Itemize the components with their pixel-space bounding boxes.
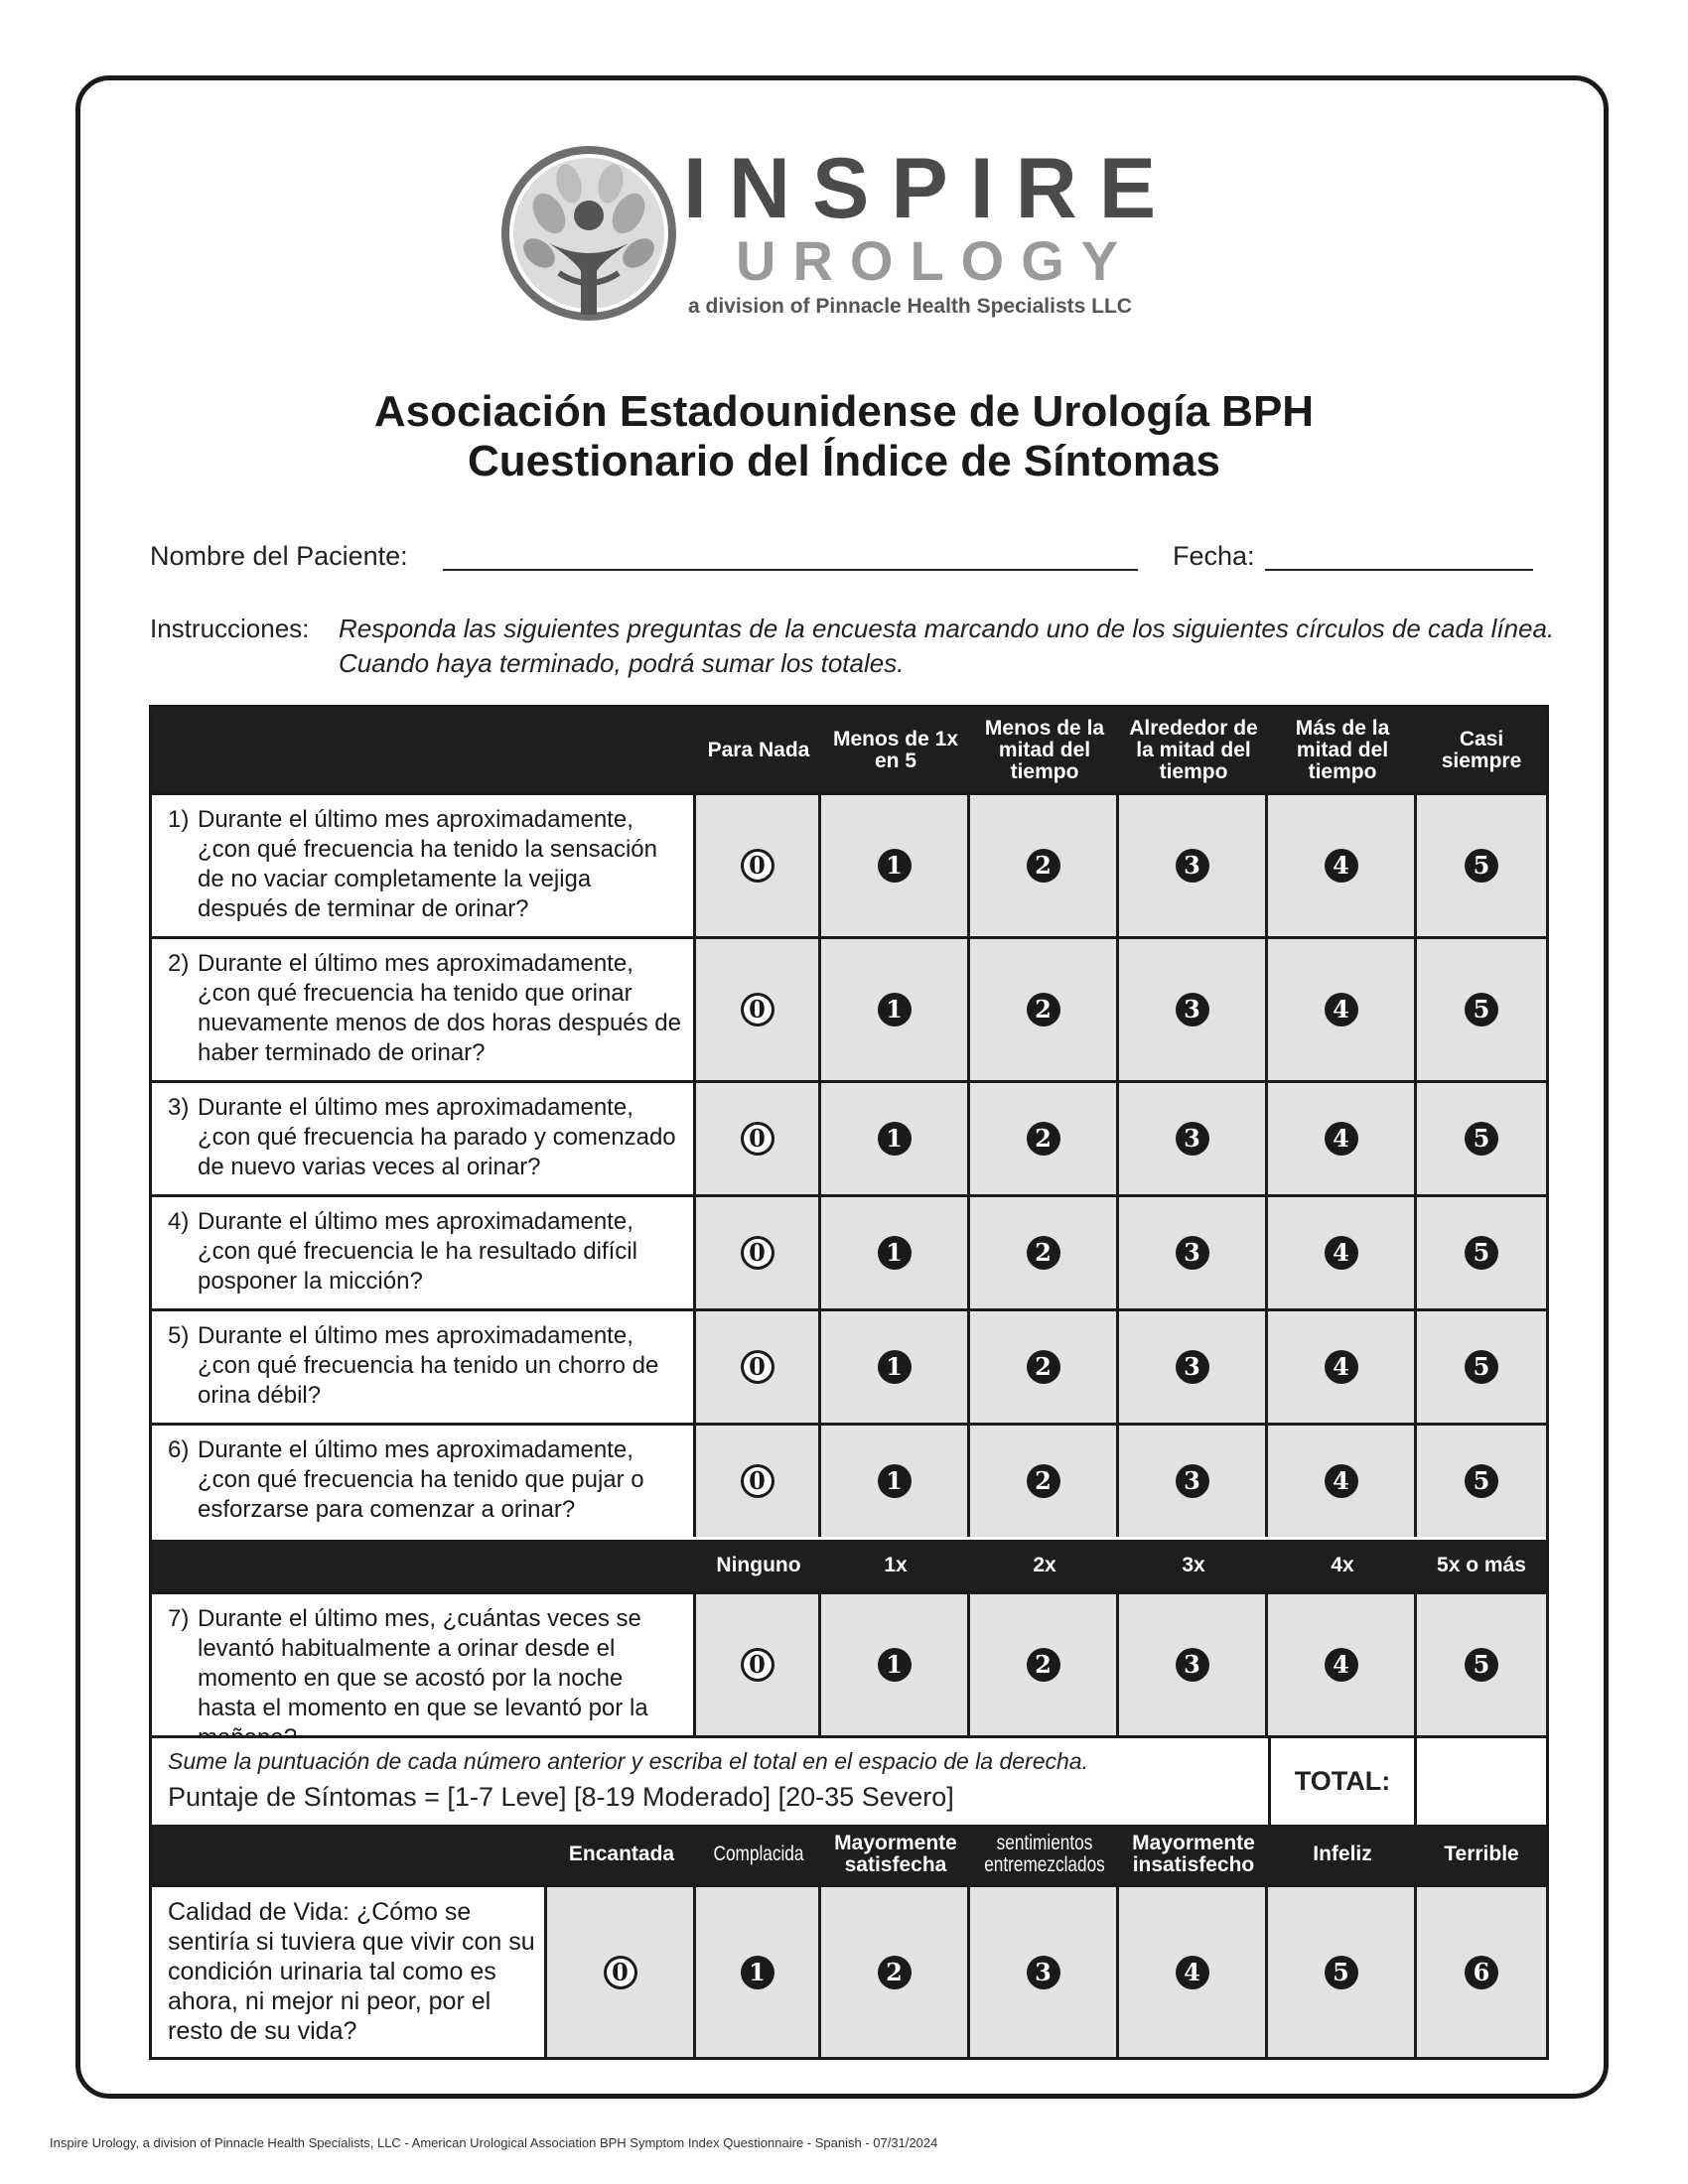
question-3-row-option-1[interactable]	[821, 1083, 970, 1194]
question-2-row-option-2[interactable]	[970, 939, 1119, 1080]
header3-col-1: Encantada	[568, 1843, 675, 1865]
header2-col-5: 4x	[1331, 1554, 1354, 1576]
score-5-bubble[interactable]: 5	[1465, 1350, 1498, 1384]
question-text: Durante el último mes aproximadamente, ¿con qué frecuencia ha tenido un chorro de orina débil?	[198, 1322, 659, 1409]
score-2-bubble[interactable]: 2	[1027, 1350, 1060, 1384]
score-0-bubble[interactable]: 0	[604, 1956, 637, 1989]
question-7-row-option-4[interactable]	[1268, 1594, 1417, 1735]
question-3-row-option-2[interactable]	[970, 1083, 1119, 1194]
patient-name-label: Nombre del Paciente:	[150, 541, 408, 571]
quality-of-life-row	[152, 1884, 1546, 2057]
question-number: 1)	[168, 806, 190, 833]
header2-col-3: 2x	[1033, 1554, 1056, 1576]
score-4-bubble[interactable]: 4	[1325, 993, 1358, 1026]
score-1-bubble[interactable]: 1	[878, 1236, 912, 1270]
question-5-row-text	[152, 1311, 696, 1423]
score-1-bubble[interactable]: 1	[878, 1122, 912, 1156]
header2-col-2: 1x	[884, 1554, 908, 1576]
question-6-row-option-2[interactable]	[970, 1426, 1119, 1537]
score-3-bubble[interactable]: 3	[1176, 1122, 1209, 1156]
tree-logo-icon	[499, 144, 678, 323]
score-3-bubble[interactable]: 3	[1176, 1236, 1209, 1270]
question-4-row-text	[152, 1197, 696, 1308]
header2-col-4: 3x	[1182, 1554, 1205, 1576]
header1	[152, 708, 1546, 792]
header3-col-6: Infeliz	[1313, 1843, 1372, 1865]
question-6-row-option-0[interactable]	[696, 1426, 821, 1537]
brand-urology: UROLOGY	[736, 229, 1136, 292]
question-5-row-option-2[interactable]	[970, 1311, 1119, 1423]
instructions-text: Responda las siguientes preguntas de la encuesta marcando uno de los siguientes círculos de cada línea. Cuando haya terminado, podrá sumar los totales.	[339, 614, 1555, 678]
score-5-bubble[interactable]: 5	[1465, 1648, 1498, 1682]
score-4-bubble[interactable]: 4	[1325, 1236, 1358, 1270]
score-5-bubble[interactable]: 5	[1465, 849, 1498, 883]
date-field[interactable]	[1265, 569, 1533, 571]
symptom-score-scale: Puntaje de Síntomas = [1-7 Leve] [8-19 Moderado] [20-35 Severo]	[168, 1782, 954, 1812]
question-7-row-option-1[interactable]	[821, 1594, 970, 1735]
header1-col-2: Menos de 1x en 5	[832, 727, 959, 772]
question-number: 3)	[168, 1094, 190, 1121]
score-2-bubble[interactable]: 2	[878, 1956, 912, 1989]
score-1-bubble[interactable]: 1	[878, 993, 912, 1026]
score-2-bubble[interactable]: 2	[1027, 993, 1060, 1026]
score-4-bubble[interactable]: 4	[1325, 1122, 1358, 1156]
question-2-row-option-5[interactable]	[1417, 939, 1546, 1080]
question-7-row	[152, 1591, 1546, 1735]
header1-col-1: Para Nada	[707, 738, 810, 761]
question-6-row-text	[152, 1426, 696, 1537]
score-3-bubble[interactable]: 3	[1176, 1464, 1209, 1498]
question-4-row-option-2[interactable]	[970, 1197, 1119, 1308]
header1-col-3: Menos de la mitad del tiempo	[984, 716, 1105, 783]
symptom-index-table	[149, 705, 1549, 2060]
score-0-bubble[interactable]: 0	[741, 1464, 774, 1498]
score-3-bubble[interactable]: 3	[1176, 1350, 1209, 1384]
question-2-row-option-4[interactable]	[1268, 939, 1417, 1080]
question-4-row-option-4[interactable]	[1268, 1197, 1417, 1308]
score-4-bubble[interactable]: 4	[1176, 1956, 1209, 1989]
question-text: Durante el último mes aproximadamente, ¿con qué frecuencia le ha resultado difícil posponer la micción?	[198, 1208, 637, 1295]
question-7-row-option-5[interactable]	[1417, 1594, 1546, 1735]
score-3-bubble[interactable]: 3	[1027, 1956, 1060, 1989]
instructions-label: Instrucciones:	[150, 614, 310, 643]
question-6-row-option-3[interactable]	[1119, 1426, 1268, 1537]
question-1-row-option-5[interactable]	[1417, 795, 1546, 936]
score-0-bubble[interactable]: 0	[741, 1122, 774, 1156]
quality-of-life-row-option-3[interactable]	[970, 1887, 1119, 2057]
question-7-row-option-2[interactable]	[970, 1594, 1119, 1735]
patient-name-field[interactable]	[443, 569, 1138, 571]
header1-col-6: Casi siempre	[1441, 727, 1522, 772]
total-row	[152, 1735, 1546, 1825]
question-text: Durante el último mes, ¿cuántas veces se levantó habitualmente a orinar desde el momento en que se acostó por la noche hasta el momento en que se levantó por la	[198, 1605, 648, 1721]
header3-col-4: sentimientos entremezclados	[984, 1832, 1105, 1876]
score-0-bubble[interactable]: 0	[741, 849, 774, 883]
score-0-bubble[interactable]: 0	[741, 993, 774, 1026]
question-3-row-text	[152, 1083, 696, 1194]
score-6-bubble[interactable]: 6	[1465, 1956, 1498, 1989]
header2-col-6: 5x o más	[1437, 1554, 1526, 1576]
question-4-row-option-3[interactable]	[1119, 1197, 1268, 1308]
score-0-bubble[interactable]: 0	[741, 1350, 774, 1384]
score-4-bubble[interactable]: 4	[1325, 849, 1358, 883]
question-6-row-option-1[interactable]	[821, 1426, 970, 1537]
quality-of-life-row-option-0[interactable]	[547, 1887, 696, 2057]
question-6-row	[152, 1423, 1546, 1537]
question-1-row-option-0[interactable]	[696, 795, 821, 936]
question-text: Calidad de Vida: ¿Cómo se sentiría si tuviera que vivir con su condición urinaria tal como es ahora, ni mejor ni peor, por el resto de su vida?	[168, 1898, 535, 2045]
header3-col-7: Terrible	[1444, 1843, 1519, 1865]
page-title-line1: Asociación Estadounidense de Urología BPH	[373, 387, 1315, 436]
question-4-row	[152, 1194, 1546, 1308]
score-5-bubble[interactable]: 5	[1325, 1956, 1358, 1989]
question-number: 5)	[168, 1322, 190, 1349]
quality-of-life-row-option-5[interactable]	[1268, 1887, 1417, 2057]
question-4-row-option-5[interactable]	[1417, 1197, 1546, 1308]
score-5-bubble[interactable]: 5	[1465, 1236, 1498, 1270]
question-number: 2)	[168, 950, 190, 977]
question-3-row-option-3[interactable]	[1119, 1083, 1268, 1194]
question-1-row-option-3[interactable]	[1119, 795, 1268, 936]
question-5-row-option-0[interactable]	[696, 1311, 821, 1423]
score-1-bubble[interactable]: 1	[878, 849, 912, 883]
question-3-row-option-0[interactable]	[696, 1083, 821, 1194]
score-2-bubble[interactable]: 2	[1027, 849, 1060, 883]
question-text: Durante el último mes aproximadamente, ¿con qué frecuencia ha tenido que orinar nuevamente menos de dos horas después de haber terminado de orinar?	[198, 950, 681, 1066]
question-5-row-option-4[interactable]	[1268, 1311, 1417, 1423]
score-2-bubble[interactable]: 2	[1027, 1648, 1060, 1682]
score-4-bubble[interactable]: 4	[1325, 1350, 1358, 1384]
total-input-box[interactable]	[1417, 1738, 1546, 1825]
brand-inspire: INSPIRE	[683, 141, 1179, 236]
question-7-row-option-0[interactable]	[696, 1594, 821, 1735]
question-5-row-option-5[interactable]	[1417, 1311, 1546, 1423]
question-2-row	[152, 936, 1546, 1080]
score-4-bubble[interactable]: 4	[1325, 1648, 1358, 1682]
header2	[152, 1540, 1546, 1591]
question-5-row-option-3[interactable]	[1119, 1311, 1268, 1423]
question-2-row-option-0[interactable]	[696, 939, 821, 1080]
quality-of-life-row-option-4[interactable]	[1119, 1887, 1268, 2057]
question-1-row-option-2[interactable]	[970, 795, 1119, 936]
question-2-row-option-3[interactable]	[1119, 939, 1268, 1080]
quality-of-life-row-option-1[interactable]	[696, 1887, 821, 2057]
question-number: 4)	[168, 1208, 190, 1235]
score-5-bubble[interactable]: 5	[1465, 1464, 1498, 1498]
header3-col-2: Complacida	[713, 1843, 804, 1865]
question-1-row	[152, 792, 1546, 936]
score-2-bubble[interactable]: 2	[1027, 1122, 1060, 1156]
question-text: Durante el último mes aproximadamente, ¿con qué frecuencia ha tenido la sensación de no vaciar completamente la vejiga después de terminar de orinar?	[198, 806, 657, 922]
question-5-row-option-1[interactable]	[821, 1311, 970, 1423]
header2-col-1: Ninguno	[716, 1554, 801, 1576]
score-3-bubble[interactable]: 3	[1176, 993, 1209, 1026]
score-1-bubble[interactable]: 1	[878, 1464, 912, 1498]
score-5-bubble[interactable]: 5	[1465, 993, 1498, 1026]
inspire-urology-logo	[499, 141, 1195, 333]
quality-of-life-row-option-6[interactable]	[1417, 1887, 1546, 2057]
question-3-row-option-4[interactable]	[1268, 1083, 1417, 1194]
question-2-row-option-1[interactable]	[821, 939, 970, 1080]
score-2-bubble[interactable]: 2	[1027, 1236, 1060, 1270]
score-1-bubble[interactable]: 1	[878, 1648, 912, 1682]
brand-division: a division of Pinnacle Health Specialists LLC	[688, 295, 1132, 318]
score-0-bubble[interactable]: 0	[741, 1236, 774, 1270]
score-2-bubble[interactable]: 2	[1027, 1464, 1060, 1498]
question-number: 6)	[168, 1436, 190, 1463]
score-1-bubble[interactable]: 1	[741, 1956, 774, 1989]
question-6-row-option-4[interactable]	[1268, 1426, 1417, 1537]
header3	[152, 1825, 1546, 1884]
question-3-row	[152, 1080, 1546, 1194]
footer-text: Inspire Urology, a division of Pinnacle Health Specialists, LLC - American Urological Association BPH Symptom Index Questionnaire - Spanish - 07/31/2024	[50, 2135, 938, 2150]
header1-col-4: Alrededor de la mitad del tiempo	[1129, 716, 1258, 783]
question-7-row-option-3[interactable]	[1119, 1594, 1268, 1735]
question-number: 7)	[168, 1605, 190, 1632]
score-3-bubble[interactable]: 3	[1176, 1648, 1209, 1682]
question-text: Durante el último mes aproximadamente, ¿con qué frecuencia ha parado y comenzado de nuevo varias veces al orinar?	[198, 1094, 676, 1180]
score-1-bubble[interactable]: 1	[878, 1350, 912, 1384]
question-3-row-option-5[interactable]	[1417, 1083, 1546, 1194]
total-label: TOTAL:	[1268, 1738, 1417, 1825]
score-4-bubble[interactable]: 4	[1325, 1464, 1358, 1498]
page-title-line2: Cuestionario del Índice de Síntomas	[468, 437, 1220, 485]
question-7-row-text	[152, 1594, 696, 1735]
question-4-row-option-0[interactable]	[696, 1197, 821, 1308]
score-3-bubble[interactable]: 3	[1176, 849, 1209, 883]
question-1-row-option-4[interactable]	[1268, 795, 1417, 936]
header1-col-5: Más de la mitad del tiempo	[1295, 716, 1390, 783]
header3-col-5: Mayormente insatisfecho	[1132, 1832, 1255, 1876]
quality-of-life-row-text	[152, 1887, 547, 2057]
question-5-row	[152, 1308, 1546, 1423]
score-0-bubble[interactable]: 0	[741, 1648, 774, 1682]
question-1-row-option-1[interactable]	[821, 795, 970, 936]
header3-col-3: Mayormente satisfecha	[834, 1832, 957, 1876]
question-1-row-text	[152, 795, 696, 936]
question-2-row-text	[152, 939, 696, 1080]
question-4-row-option-1[interactable]	[821, 1197, 970, 1308]
score-5-bubble[interactable]: 5	[1465, 1122, 1498, 1156]
quality-of-life-row-option-2[interactable]	[821, 1887, 970, 2057]
question-6-row-option-5[interactable]	[1417, 1426, 1546, 1537]
question-text: Durante el último mes aproximadamente, ¿con qué frecuencia ha tenido que pujar o esforzarse para comenzar a orinar?	[198, 1436, 644, 1523]
date-label: Fecha:	[1173, 541, 1255, 571]
total-instruction: Sume la puntuación de cada número anterior y escriba el total en el espacio de la derecha.	[168, 1748, 1088, 1774]
